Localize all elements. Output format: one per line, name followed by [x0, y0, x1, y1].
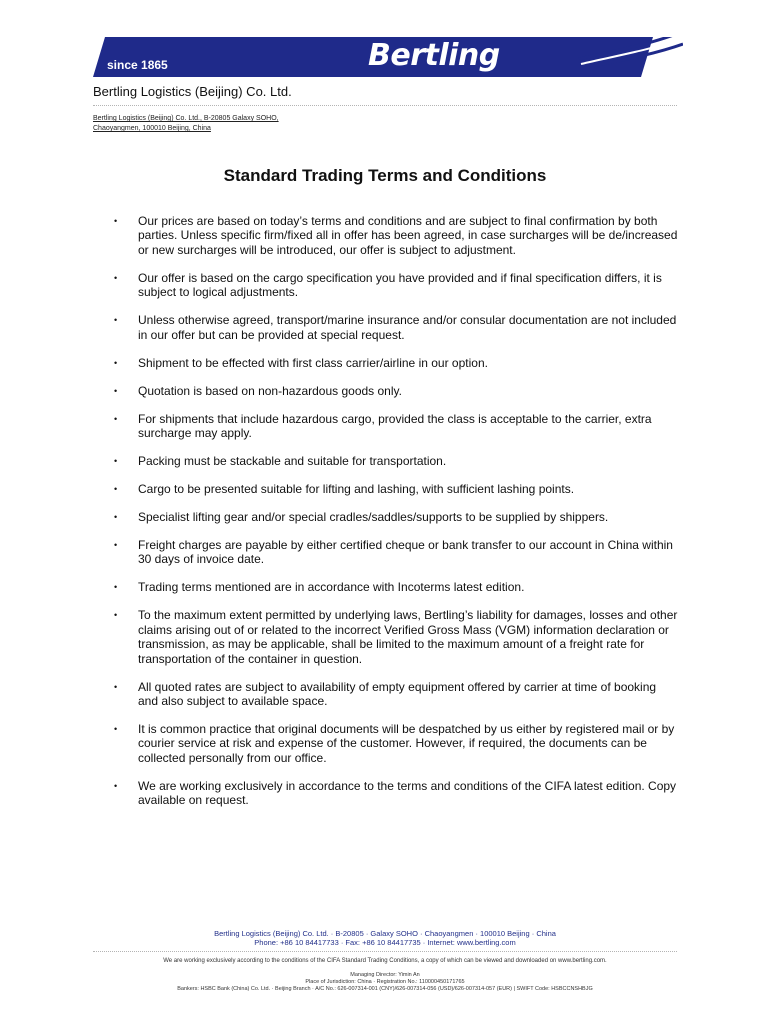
term-item — [110, 384, 678, 398]
term-text: Our offer is based on the cargo specification you have provided and if final specification differs, it is subject to logical adjustments. — [138, 270, 662, 300]
bullet-icon: • — [114, 357, 118, 368]
bullet-icon: • — [114, 512, 118, 523]
company-name: Bertling Logistics (Beijing) Co. Ltd. — [93, 84, 292, 99]
term-text: All quoted rates are subject to availability of empty equipment offered by carrier at time of booking and also subject to available space. — [138, 679, 657, 709]
footer-note: We are working exclusively according to the conditions of the CIFA Standard Trading Conditions, a copy of which can be viewed and downloaded on www.bertling.com. — [163, 958, 607, 964]
bullet-icon: • — [114, 610, 118, 621]
footer-divider — [93, 951, 677, 952]
managing-director: Managing Director: Yimin An — [350, 972, 420, 978]
term-item — [110, 356, 678, 370]
bullet-icon: • — [114, 582, 118, 593]
bullet-icon: • — [114, 315, 118, 326]
bullet-icon: • — [114, 540, 118, 551]
terms-list — [110, 214, 678, 821]
bullet-icon: • — [114, 484, 118, 495]
address-line: Bertling Logistics (Beijing) Co. Ltd., B-20805 Galaxy SOHO, — [93, 115, 279, 122]
address-line: Chaoyangmen, 100010 Beijing, China — [93, 125, 211, 132]
term-text: Freight charges are payable by either certified cheque or bank transfer to our account in China within 30 days of invoice date. — [138, 538, 673, 567]
term-text: We are working exclusively in accordance to the terms and conditions of the CIFA latest edition. Copy available on request. — [138, 778, 677, 808]
footer-company-line: Bertling Logistics (Beijing) Co. Ltd. · B-20805 · Galaxy SOHO · Chaoyangmen · 100010 Beijing · China — [214, 929, 556, 938]
jurisdiction: Place of Jurisdiction: China · Registration No.: 110000450171765 — [305, 979, 465, 985]
bullet-icon: • — [114, 456, 118, 467]
footer-company — [0, 929, 770, 947]
term-item — [110, 538, 678, 567]
bullet-icon: • — [114, 724, 118, 735]
term-text: For shipments that include hazardous cargo, provided the class is acceptable to the carrier, extra surcharge may apply. — [138, 411, 652, 441]
term-item — [110, 313, 678, 342]
since-label: since 1865 — [107, 58, 168, 72]
term-item — [110, 412, 678, 441]
header-divider — [93, 105, 677, 106]
term-text: It is common practice that original documents will be despatched by us either by registered mail or by courier service at risk and expense of the customer. However, if required, the documents can be collected personally from our office. — [138, 722, 675, 765]
bullet-icon: • — [114, 216, 118, 226]
bullet-icon: • — [114, 385, 118, 396]
bankers: Bankers: HSBC Bank (China) Co. Ltd. · Beijing Branch · A/C No.: 626-007314-001 (CNY)/626-007314-056 (USD)/626-007314-057 (EUR) | SWIFT Code: HSBCCNSHBJG — [177, 986, 593, 992]
company-address — [93, 114, 279, 134]
footer-legal — [0, 972, 770, 993]
term-item — [110, 510, 678, 524]
term-item — [110, 454, 678, 468]
term-text: Shipment to be effected with first class carrier/airline in our option. — [138, 355, 488, 370]
term-item — [110, 214, 678, 257]
bullet-icon: • — [114, 272, 118, 283]
page-title: Standard Trading Terms and Conditions — [223, 166, 547, 185]
term-item — [110, 608, 678, 666]
term-item — [110, 779, 678, 808]
brand-wordmark: Bertling — [368, 38, 500, 73]
term-text: Specialist lifting gear and/or special cradles/saddles/supports to be supplied by shippers. — [138, 510, 609, 525]
bullet-icon: • — [114, 780, 118, 791]
term-text: Quotation is based on non-hazardous goods only. — [138, 383, 402, 398]
term-item — [110, 482, 678, 496]
bullet-icon: • — [114, 413, 118, 424]
term-item — [110, 722, 678, 765]
term-text: Our prices are based on today’s terms and conditions and are subject to final confirmation by both parties. Unless specific firm/fixed all in offer has been agreed, in case surcharges will be de/increased or new surcharges will be introduced, our offer is subject to adjustment. — [138, 214, 678, 257]
term-text: Packing must be stackable and suitable for transportation. — [138, 454, 447, 469]
term-text: Unless otherwise agreed, transport/marine insurance and/or consular documentation are not included in our offer but can be provided at special request. — [138, 313, 677, 342]
term-text: Trading terms mentioned are in accordance with Incoterms latest edition. — [138, 580, 525, 595]
term-text: To the maximum extent permitted by underlying laws, Bertling’s liability for damages, losses and other claims arising out of or related to the incorrect Verified Gross Mass (VGM) information declaration or transmission, as may be applicable, shall be limited to the maximum amount of a freight rate for transportation of the container in question. — [138, 608, 678, 666]
term-item — [110, 580, 678, 594]
term-item — [110, 680, 678, 709]
term-item — [110, 271, 678, 300]
term-text: Cargo to be presented suitable for lifting and lashing, with sufficient lashing points. — [138, 482, 575, 497]
footer-contact-line: Phone: +86 10 84417733 · Fax: +86 10 84417735 · Internet: www.bertling.com — [254, 938, 516, 947]
bullet-icon: • — [114, 681, 118, 692]
